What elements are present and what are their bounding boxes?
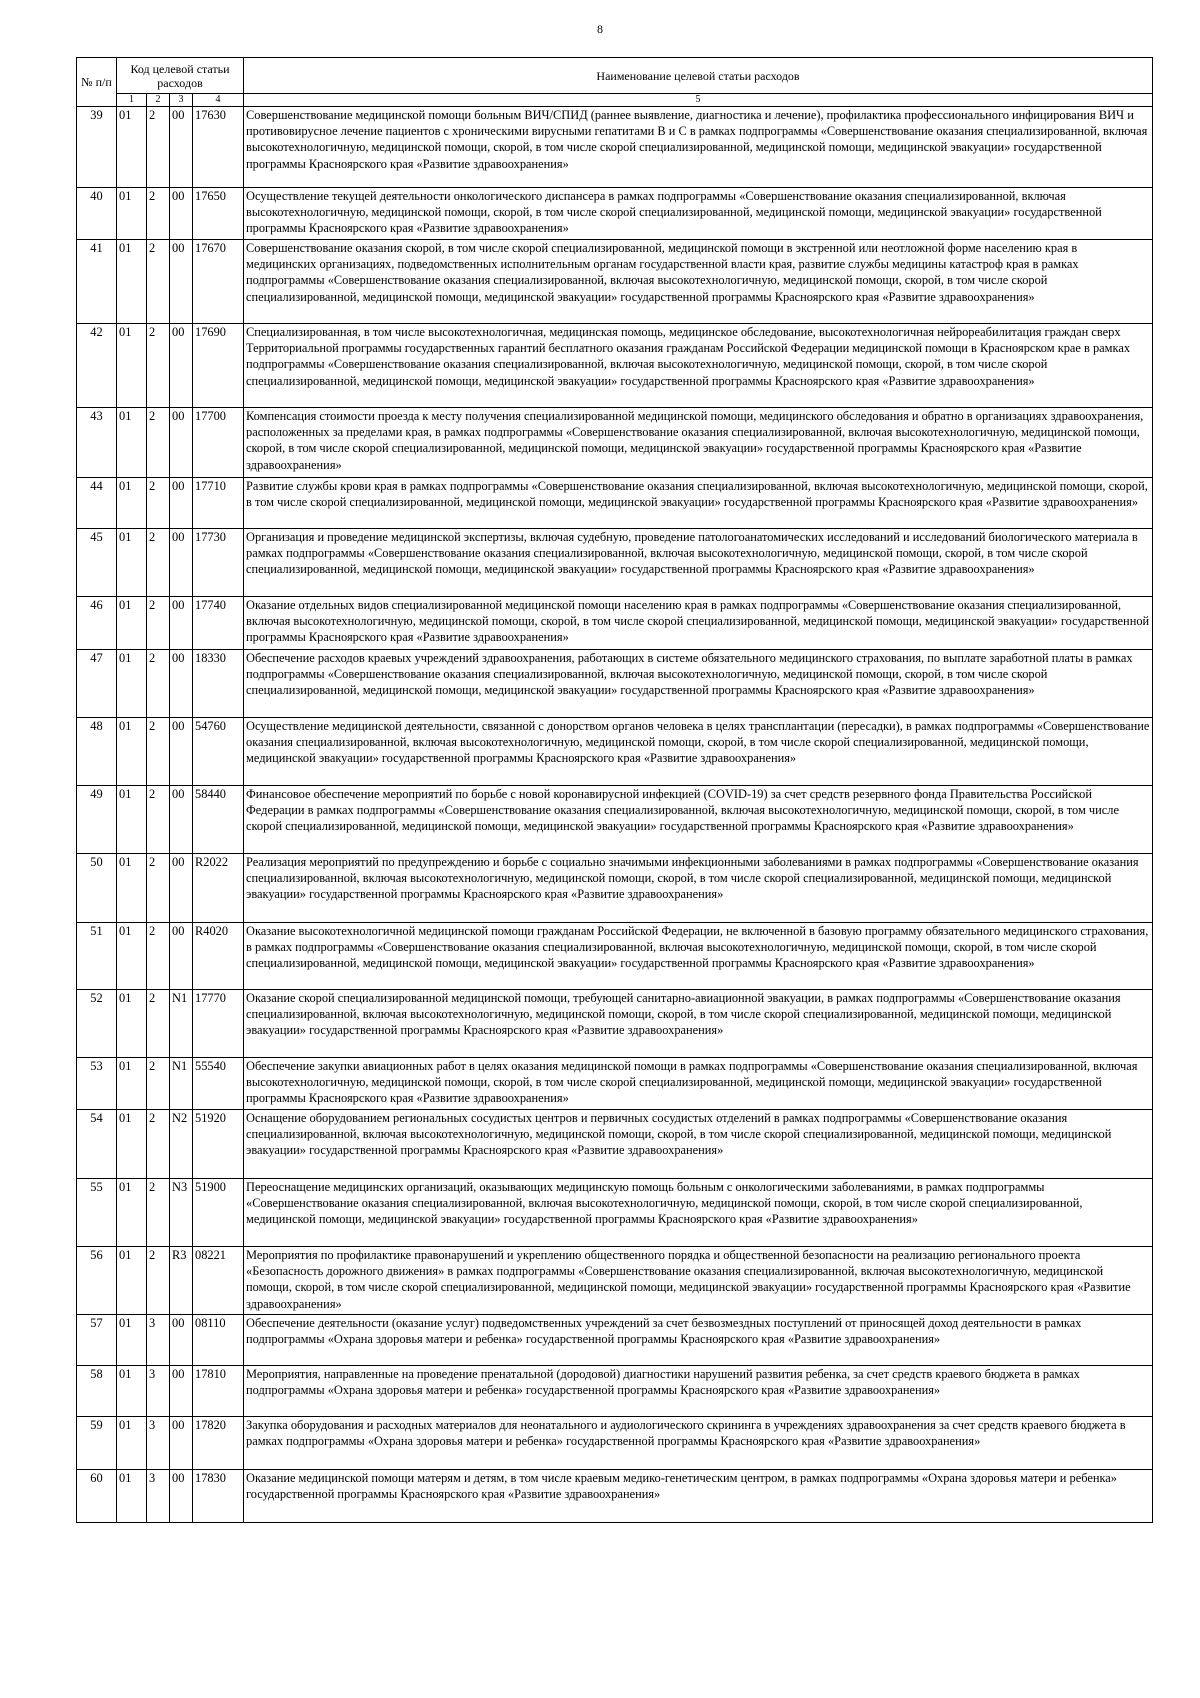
code-part-4: 17740 (193, 597, 244, 650)
code-part-1: 01 (117, 1179, 147, 1247)
code-part-3: 00 (170, 854, 193, 923)
header-colnum-2: 2 (147, 94, 170, 107)
code-part-4: 17630 (193, 107, 244, 188)
code-part-1: 01 (117, 188, 147, 240)
code-part-1: 01 (117, 1315, 147, 1366)
code-part-4: 54760 (193, 718, 244, 786)
table-row (77, 1470, 1153, 1523)
code-part-2: 2 (147, 990, 170, 1058)
expense-name: Компенсация стоимости проезда к месту получения специализированной медицинской помощи, медицинского обследования и обратно в организациях здравоохранения, расположенных за пределами края, в рамках подпрограммы «Совершенствование оказания специализированной, включая высокотехнологичную, медицинской помощи, скорой, в том числе скорой специализированной, медицинской помощи, медицинской эвакуации» государственной программы Красноярского края «Развитие здравоохранения» (244, 408, 1153, 478)
code-part-1: 01 (117, 786, 147, 854)
table-row (77, 1110, 1153, 1179)
code-part-1: 01 (117, 650, 147, 718)
row-number: 43 (77, 408, 117, 478)
code-part-4: 51900 (193, 1179, 244, 1247)
expense-name: Мероприятия, направленные на проведение пренатальной (дородовой) диагностики нарушений развития ребенка, за счет средств краевого бюджета в рамках подпрограммы «Охрана здоровья матери и ребенка» государственной программы Красноярского края «Развитие здравоохранения» (244, 1366, 1153, 1417)
code-part-3: 00 (170, 1366, 193, 1417)
header-name: Наименование целевой статьи расходов (244, 58, 1153, 94)
code-part-2: 2 (147, 786, 170, 854)
code-part-1: 01 (117, 107, 147, 188)
expense-name: Обеспечение закупки авиационных работ в целях оказания медицинской помощи в рамках подпрограммы «Совершенствование оказания специализированной, включая высокотехнологичную, медицинской помощи, скорой, в том числе скорой специализированной, медицинской помощи, медицинской эвакуации» государственной программы Красноярского края «Развитие здравоохранения» (244, 1058, 1153, 1110)
expense-name: Совершенствование оказания скорой, в том числе скорой специализированной, медицинской помощи в экстренной или неотложной форме населению края в медицинских организациях, подведомственных исполнительным органам государственной власти края, развитие службы медицины катастроф края в рамках подпрограммы «Совершенствование оказания специализированной, включая высокотехнологичную, медицинской помощи, скорой, в том числе скорой специализированной, медицинской помощи, медицинской эвакуации» государственной программы Красноярского края «Развитие здравоохранения» (244, 240, 1153, 324)
code-part-4: 55540 (193, 1058, 244, 1110)
row-number: 50 (77, 854, 117, 923)
header-code: Код целевой статьи расходов (117, 58, 244, 94)
row-number: 48 (77, 718, 117, 786)
code-part-4: 17700 (193, 408, 244, 478)
code-part-1: 01 (117, 854, 147, 923)
row-number: 55 (77, 1179, 117, 1247)
code-part-4: 17810 (193, 1366, 244, 1417)
code-part-2: 2 (147, 597, 170, 650)
row-number: 49 (77, 786, 117, 854)
expense-name: Оказание высокотехнологичной медицинской помощи гражданам Российской Федерации, не включенной в базовую программу обязательного медицинского страхования, в рамках подпрограммы «Совершенствование оказания специализированной, включая высокотехнологичную, медицинской помощи, скорой, в том числе скорой специализированной, медицинской помощи, медицинской эвакуации» государственной программы Красноярского края «Развитие здравоохранения» (244, 923, 1153, 990)
table-row (77, 408, 1153, 478)
code-part-1: 01 (117, 1366, 147, 1417)
code-part-1: 01 (117, 1058, 147, 1110)
code-part-3: 00 (170, 324, 193, 408)
code-part-2: 2 (147, 107, 170, 188)
code-part-2: 3 (147, 1366, 170, 1417)
code-part-2: 2 (147, 923, 170, 990)
code-part-3: N1 (170, 990, 193, 1058)
code-part-3: 00 (170, 597, 193, 650)
code-part-4: 17830 (193, 1470, 244, 1523)
code-part-1: 01 (117, 478, 147, 529)
code-part-3: 00 (170, 923, 193, 990)
code-part-2: 3 (147, 1315, 170, 1366)
table-row (77, 478, 1153, 529)
table-row (77, 650, 1153, 718)
budget-items-table (76, 57, 1153, 1523)
table-row (77, 990, 1153, 1058)
code-part-3: 00 (170, 107, 193, 188)
table-row (77, 1315, 1153, 1366)
expense-name: Совершенствование медицинской помощи больным ВИЧ/СПИД (раннее выявление, диагностика и лечение), профилактика профессионального инфицирования ВИЧ и противовирусное лечение пациентов с хроническими вирусными гепатитами В и С в рамках подпрограммы «Совершенствование оказания специализированной, включая высокотехнологичную, медицинской помощи, скорой, в том числе скорой специализированной, медицинской помощи, медицинской эвакуации» государственной программы Красноярского края «Развитие здравоохранения» (244, 107, 1153, 188)
code-part-1: 01 (117, 990, 147, 1058)
table-row (77, 1247, 1153, 1315)
code-part-3: 00 (170, 1417, 193, 1470)
code-part-2: 2 (147, 650, 170, 718)
header-colnum-4: 4 (193, 94, 244, 107)
row-number: 44 (77, 478, 117, 529)
code-part-3: N3 (170, 1179, 193, 1247)
code-part-4: 08221 (193, 1247, 244, 1315)
code-part-4: 17770 (193, 990, 244, 1058)
row-number: 51 (77, 923, 117, 990)
table-body (77, 107, 1153, 1523)
code-part-3: 00 (170, 240, 193, 324)
code-part-3: 00 (170, 786, 193, 854)
table-row (77, 324, 1153, 408)
expense-name: Развитие службы крови края в рамках подпрограммы «Совершенствование оказания специализированной, включая высокотехнологичную, медицинской помощи, скорой, в том числе скорой специализированной, медицинской помощи, медицинской эвакуации» государственной программы Красноярского края «Развитие здравоохранения» (244, 478, 1153, 529)
code-part-1: 01 (117, 324, 147, 408)
code-part-4: 51920 (193, 1110, 244, 1179)
code-part-1: 01 (117, 923, 147, 990)
code-part-1: 01 (117, 597, 147, 650)
table-row (77, 718, 1153, 786)
code-part-2: 3 (147, 1417, 170, 1470)
code-part-4: 17820 (193, 1417, 244, 1470)
header-colnum-5: 5 (244, 94, 1153, 107)
row-number: 60 (77, 1470, 117, 1523)
page-number: 8 (597, 22, 603, 36)
header-colnum-1: 1 (117, 94, 147, 107)
expense-name: Обеспечение деятельности (оказание услуг) подведомственных учреждений за счет безвозмездных поступлений от приносящей доход деятельности в рамках подпрограммы «Охрана здоровья матери и ребенка» государственной программы Красноярского края «Развитие здравоохранения» (244, 1315, 1153, 1366)
code-part-1: 01 (117, 1417, 147, 1470)
code-part-2: 2 (147, 324, 170, 408)
row-number: 57 (77, 1315, 117, 1366)
code-part-3: 00 (170, 188, 193, 240)
code-part-1: 01 (117, 529, 147, 597)
expense-name: Финансовое обеспечение мероприятий по борьбе с новой коронавирусной инфекцией (COVID-19) за счет средств резервного фонда Правительства Российской Федерации в рамках подпрограммы «Совершенствование оказания специализированной, включая высокотехнологичную, медицинской помощи, скорой, в том числе скорой специализированной, медицинской помощи, медицинской эвакуации» государственной программы Красноярского края «Развитие здравоохранения» (244, 786, 1153, 854)
table-row (77, 597, 1153, 650)
code-part-3: 00 (170, 478, 193, 529)
code-part-2: 2 (147, 718, 170, 786)
code-part-3: 00 (170, 1470, 193, 1523)
code-part-2: 2 (147, 240, 170, 324)
code-part-3: N1 (170, 1058, 193, 1110)
row-number: 47 (77, 650, 117, 718)
code-part-4: 17650 (193, 188, 244, 240)
code-part-2: 3 (147, 1470, 170, 1523)
code-part-1: 01 (117, 1470, 147, 1523)
table-row (77, 854, 1153, 923)
row-number: 58 (77, 1366, 117, 1417)
row-number: 52 (77, 990, 117, 1058)
code-part-2: 2 (147, 1058, 170, 1110)
row-number: 41 (77, 240, 117, 324)
code-part-2: 2 (147, 1179, 170, 1247)
expense-name: Оказание медицинской помощи матерям и детям, в том числе краевым медико-генетическим центром, в рамках подпрограммы «Охрана здоровья матери и ребенка» государственной программы Красноярского края «Развитие здравоохранения» (244, 1470, 1153, 1523)
expense-name: Обеспечение расходов краевых учреждений здравоохранения, работающих в системе обязательного медицинского страхования, по выплате заработной платы в рамках подпрограммы «Совершенствование оказания специализированной, включая высокотехнологичную, медицинской помощи, скорой, в том числе скорой специализированной, медицинской помощи, медицинской эвакуации» государственной программы Красноярского края «Развитие здравоохранения» (244, 650, 1153, 718)
code-part-3: 00 (170, 529, 193, 597)
table-row (77, 1058, 1153, 1110)
table-row (77, 923, 1153, 990)
code-part-2: 2 (147, 188, 170, 240)
code-part-3: 00 (170, 650, 193, 718)
table-row (77, 1179, 1153, 1247)
row-number: 40 (77, 188, 117, 240)
row-number: 46 (77, 597, 117, 650)
row-number: 45 (77, 529, 117, 597)
row-number: 54 (77, 1110, 117, 1179)
code-part-4: 08110 (193, 1315, 244, 1366)
expense-name: Осуществление текущей деятельности онкологического диспансера в рамках подпрограммы «Совершенствование оказания специализированной, включая высокотехнологичную, медицинской помощи, скорой, в том числе скорой специализированной, медицинской помощи, медицинской эвакуации» государственной программы Красноярского края «Развитие здравоохранения» (244, 188, 1153, 240)
code-part-4: R2022 (193, 854, 244, 923)
table-row (77, 1417, 1153, 1470)
code-part-4: R4020 (193, 923, 244, 990)
code-part-2: 2 (147, 529, 170, 597)
table-row (77, 240, 1153, 324)
expense-name: Реализация мероприятий по предупреждению и борьбе с социально значимыми инфекционными заболеваниями в рамках подпрограммы «Совершенствование оказания специализированной, включая высокотехнологичную, медицинской помощи, скорой, в том числе скорой специализированной, медицинской помощи, медицинской эвакуации» государственной программы Красноярского края «Развитие здравоохранения» (244, 854, 1153, 923)
table-row (77, 188, 1153, 240)
code-part-1: 01 (117, 1110, 147, 1179)
table-row (77, 1366, 1153, 1417)
row-number: 53 (77, 1058, 117, 1110)
code-part-4: 17710 (193, 478, 244, 529)
code-part-4: 17730 (193, 529, 244, 597)
header-colnum-3: 3 (170, 94, 193, 107)
code-part-1: 01 (117, 408, 147, 478)
code-part-2: 2 (147, 1110, 170, 1179)
table-row (77, 529, 1153, 597)
expense-name: Мероприятия по профилактике правонарушений и укреплению общественного порядка и общественной безопасности на реализацию регионального проекта «Безопасность дорожного движения» в рамках подпрограммы «Совершенствование оказания специализированной, включая высокотехнологичную, медицинской помощи, скорой, в том числе скорой специализированной, медицинской помощи, медицинской эвакуации» государственной программы Красноярского края «Развитие здравоохранения» (244, 1247, 1153, 1315)
expense-name: Закупка оборудования и расходных материалов для неонатального и аудиологического скрининга в учреждениях здравоохранения за счет средств краевого бюджета в рамках подпрограммы «Охрана здоровья матери и ребенка» государственной программы Красноярского края «Развитие здравоохранения» (244, 1417, 1153, 1470)
code-part-3: N2 (170, 1110, 193, 1179)
expense-name: Переоснащение медицинских организаций, оказывающих медицинскую помощь больным с онкологическими заболеваниями, в рамках подпрограммы «Совершенствование оказания специализированной, включая высокотехнологичную, медицинской помощи, скорой, в том числе скорой специализированной, медицинской помощи, медицинской эвакуации» государственной программы Красноярского края «Развитие здравоохранения» (244, 1179, 1153, 1247)
header-row-number: № п/п (77, 58, 117, 107)
code-part-4: 58440 (193, 786, 244, 854)
expense-name: Оказание скорой специализированной медицинской помощи, требующей санитарно-авиационной эвакуации, в рамках подпрограммы «Совершенствование оказания специализированной, включая высокотехнологичную, медицинской помощи, скорой, в том числе скорой специализированной, медицинской помощи, медицинской эвакуации» государственной программы Красноярского края «Развитие здравоохранения» (244, 990, 1153, 1058)
expense-name: Организация и проведение медицинской экспертизы, включая судебную, проведение патологоанатомических исследований и исследований биологического материала в рамках подпрограммы «Совершенствование оказания специализированной, включая высокотехнологичную, медицинской помощи, скорой, в том числе скорой специализированной, медицинской помощи, медицинской эвакуации» государственной программы Красноярского края «Развитие здравоохранения» (244, 529, 1153, 597)
code-part-4: 17670 (193, 240, 244, 324)
code-part-2: 2 (147, 408, 170, 478)
code-part-1: 01 (117, 718, 147, 786)
code-part-1: 01 (117, 1247, 147, 1315)
row-number: 42 (77, 324, 117, 408)
code-part-3: R3 (170, 1247, 193, 1315)
code-part-3: 00 (170, 718, 193, 786)
expense-name: Специализированная, в том числе высокотехнологичная, медицинская помощь, медицинское обследование, высокотехнологичная нейрореабилитация граждан сверх Территориальной программы государственных гарантий бесплатного оказания гражданам Российской Федерации медицинской помощи в Красноярском крае в рамках подпрограммы «Совершенствование оказания специализированной, включая высокотехнологичную, медицинской помощи, скорой, в том числе скорой специализированной, медицинской помощи, медицинской эвакуации» государственной программы Красноярского края «Развитие здравоохранения» (244, 324, 1153, 408)
code-part-2: 2 (147, 854, 170, 923)
expense-name: Оснащение оборудованием региональных сосудистых центров и первичных сосудистых отделений в рамках подпрограммы «Совершенствование оказания специализированной, включая высокотехнологичную, медицинской помощи, скорой, в том числе скорой специализированной, медицинской помощи, медицинской эвакуации» государственной программы Красноярского края «Развитие здравоохранения» (244, 1110, 1153, 1179)
code-part-4: 17690 (193, 324, 244, 408)
row-number: 59 (77, 1417, 117, 1470)
code-part-2: 2 (147, 1247, 170, 1315)
code-part-3: 00 (170, 408, 193, 478)
table-row (77, 107, 1153, 188)
expense-name: Осуществление медицинской деятельности, связанной с донорством органов человека в целях трансплантации (пересадки), в рамках подпрограммы «Совершенствование оказания специализированной, включая высокотехнологичную, медицинской помощи, скорой, в том числе скорой специализированной, медицинской помощи, медицинской эвакуации» государственной программы Красноярского края «Развитие здравоохранения» (244, 718, 1153, 786)
expense-name: Оказание отдельных видов специализированной медицинской помощи населению края в рамках подпрограммы «Совершенствование оказания специализированной, включая высокотехнологичную, медицинской помощи, скорой, в том числе скорой специализированной, медицинской помощи, медицинской эвакуации» государственной программы Красноярского края «Развитие здравоохранения» (244, 597, 1153, 650)
code-part-3: 00 (170, 1315, 193, 1366)
table-row (77, 786, 1153, 854)
row-number: 39 (77, 107, 117, 188)
code-part-2: 2 (147, 478, 170, 529)
row-number: 56 (77, 1247, 117, 1315)
code-part-1: 01 (117, 240, 147, 324)
code-part-4: 18330 (193, 650, 244, 718)
